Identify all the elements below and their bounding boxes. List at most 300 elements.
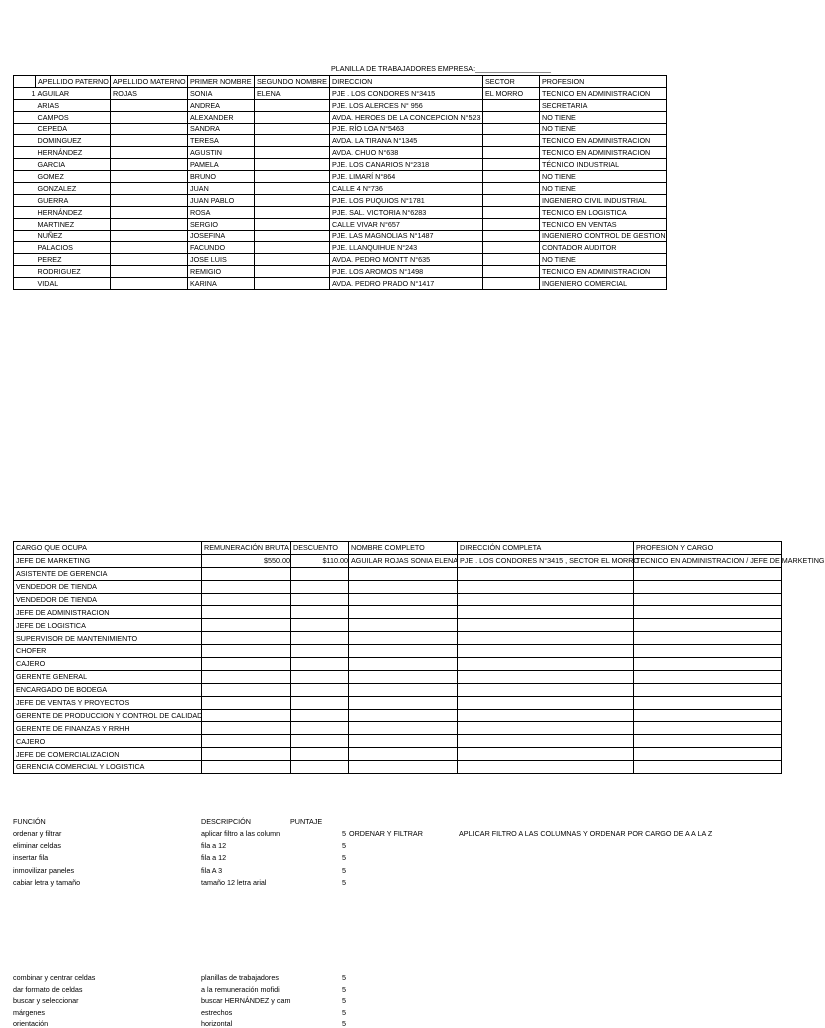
direccion-cell: AVDA. PEDRO MONTT N°635 bbox=[330, 254, 483, 266]
direccion-completa-cell bbox=[458, 645, 634, 658]
descripcion-text: fila A 3 bbox=[201, 865, 223, 875]
row-number bbox=[14, 230, 36, 242]
table-row bbox=[14, 147, 667, 159]
remuneracion-cell bbox=[202, 619, 291, 632]
instruccion-titulo: ORDENAR Y FILTRAR bbox=[349, 829, 423, 838]
sector-cell bbox=[483, 171, 540, 183]
table-row bbox=[14, 206, 667, 218]
puntaje-text: 5 bbox=[342, 829, 346, 838]
direccion-cell: PJE. LOS ALERCES N° 956 bbox=[330, 99, 483, 111]
apellido-paterno-cell: RODRIGUEZ bbox=[36, 266, 111, 278]
cargo-cell: JEFE DE MARKETING bbox=[14, 554, 202, 567]
remuneracion-cell bbox=[202, 683, 291, 696]
profesion-cell: INGENIERO CIVIL INDUSTRIAL bbox=[540, 194, 667, 206]
direccion-completa-cell bbox=[458, 670, 634, 683]
row-number bbox=[14, 242, 36, 254]
descuento-cell bbox=[291, 748, 349, 761]
row-number bbox=[14, 206, 36, 218]
profesion-cargo-cell bbox=[634, 606, 782, 619]
remuneracion-cell bbox=[202, 709, 291, 722]
cargo-cell: JEFE DE LOGISTICA bbox=[14, 619, 202, 632]
segundo-nombre-cell bbox=[255, 123, 330, 135]
descuento-cell bbox=[291, 593, 349, 606]
nombre-completo-cell bbox=[349, 606, 458, 619]
row-number bbox=[14, 254, 36, 266]
row-number bbox=[14, 218, 36, 230]
primer-nombre-cell: SONIA bbox=[188, 87, 255, 99]
funcion-text: eliminar celdas bbox=[13, 841, 61, 851]
table-row bbox=[14, 619, 782, 632]
apellido-materno-cell bbox=[111, 123, 188, 135]
col-header: SEGUNDO NOMBRE bbox=[255, 76, 330, 88]
row-number bbox=[14, 99, 36, 111]
table-row bbox=[14, 183, 667, 195]
table-row bbox=[14, 242, 667, 254]
apellido-paterno-cell: MARTINEZ bbox=[36, 218, 111, 230]
primer-nombre-cell: JOSE LUIS bbox=[188, 254, 255, 266]
direccion-cell: PJE . LOS CONDORES N°3415 bbox=[330, 87, 483, 99]
puntaje-text: 5 bbox=[342, 1019, 346, 1028]
direccion-cell: AVDA. CHUO N°638 bbox=[330, 147, 483, 159]
direccion-completa-cell bbox=[458, 696, 634, 709]
nombre-completo-cell bbox=[349, 722, 458, 735]
primer-nombre-cell: JUAN bbox=[188, 183, 255, 195]
table-row bbox=[14, 254, 667, 266]
apellido-materno-cell bbox=[111, 230, 188, 242]
segundo-nombre-cell bbox=[255, 111, 330, 123]
funcion-text: dar formato de celdas bbox=[13, 984, 83, 994]
descripcion-text: estrechos bbox=[201, 1007, 233, 1017]
descripcion-text: a la remuneración mofidi bbox=[201, 984, 280, 994]
funcion-text: márgenes bbox=[13, 1007, 45, 1017]
profesion-cell: INGENIERO COMERCIAL bbox=[540, 278, 667, 290]
col-header: PROFESION bbox=[540, 76, 667, 88]
apellido-materno-cell bbox=[111, 159, 188, 171]
profesion-cell: NO TIENE bbox=[540, 123, 667, 135]
puntaje-text: 5 bbox=[342, 865, 346, 875]
planilla-header-row bbox=[14, 76, 667, 88]
cargo-cell: VENDEDOR DE TIENDA bbox=[14, 593, 202, 606]
cargo-cell: VENDEDOR DE TIENDA bbox=[14, 580, 202, 593]
cargo-cell: GERENTE DE FINANZAS Y RRHH bbox=[14, 722, 202, 735]
profesion-cell: TECNICO EN ADMINISTRACION bbox=[540, 266, 667, 278]
primer-nombre-cell: FACUNDO bbox=[188, 242, 255, 254]
apellido-paterno-cell: HERNÁNDEZ bbox=[36, 206, 111, 218]
table-row bbox=[14, 87, 667, 99]
col-header: DIRECCIÓN COMPLETA bbox=[458, 542, 634, 555]
profesion-cargo-cell bbox=[634, 735, 782, 748]
sector-cell bbox=[483, 123, 540, 135]
col-header: DIRECCION bbox=[330, 76, 483, 88]
direccion-cell: PJE. LLANQUIHUE N°243 bbox=[330, 242, 483, 254]
remuneracion-cell bbox=[202, 593, 291, 606]
direccion-cell: PJE. RÍO LOA N°5463 bbox=[330, 123, 483, 135]
table-row bbox=[14, 670, 782, 683]
sector-cell bbox=[483, 147, 540, 159]
direccion-cell: PJE. LOS AROMOS N°1498 bbox=[330, 266, 483, 278]
cargo-cell: ASISTENTE DE GERENCIA bbox=[14, 567, 202, 580]
descuento-cell bbox=[291, 709, 349, 722]
profesion-cell: TECNICO EN ADMINISTRACION bbox=[540, 135, 667, 147]
primer-nombre-cell: ANDREA bbox=[188, 99, 255, 111]
table-row bbox=[14, 123, 667, 135]
apellido-materno-cell bbox=[111, 111, 188, 123]
col-header: PRIMER NOMBRE bbox=[188, 76, 255, 88]
segundo-nombre-cell bbox=[255, 242, 330, 254]
nombre-completo-cell bbox=[349, 567, 458, 580]
direccion-cell: AVDA. PEDRO PRADO N°1417 bbox=[330, 278, 483, 290]
descuento-cell bbox=[291, 735, 349, 748]
apellido-paterno-cell: AGUILAR bbox=[36, 87, 111, 99]
table-row bbox=[14, 278, 667, 290]
nombre-completo-cell bbox=[349, 645, 458, 658]
table-row bbox=[14, 111, 667, 123]
apellido-paterno-cell: GOMEZ bbox=[36, 171, 111, 183]
apellido-materno-cell: ROJAS bbox=[111, 87, 188, 99]
col-header: REMUNERACIÓN BRUTA bbox=[202, 542, 291, 555]
segundo-nombre-cell bbox=[255, 147, 330, 159]
segundo-nombre-cell bbox=[255, 135, 330, 147]
sector-cell: EL MORRO bbox=[483, 87, 540, 99]
profesion-cargo-cell bbox=[634, 709, 782, 722]
sector-cell bbox=[483, 230, 540, 242]
row-number bbox=[14, 147, 36, 159]
nombre-completo-cell bbox=[349, 619, 458, 632]
primer-nombre-cell: JOSEFINA bbox=[188, 230, 255, 242]
row-number bbox=[14, 135, 36, 147]
funcion-text: inmovilizar paneles bbox=[13, 865, 75, 875]
nombre-completo-cell: AGUILAR ROJAS SONIA ELENA bbox=[349, 554, 458, 567]
apellido-paterno-cell: NUÑEZ bbox=[36, 230, 111, 242]
table-row bbox=[14, 554, 782, 567]
direccion-completa-cell bbox=[458, 748, 634, 761]
profesion-cell: TECNICO EN ADMINISTRACION bbox=[540, 87, 667, 99]
direccion-completa-cell bbox=[458, 709, 634, 722]
profesion-cargo-cell bbox=[634, 670, 782, 683]
segundo-nombre-cell bbox=[255, 99, 330, 111]
profesion-cell: NO TIENE bbox=[540, 111, 667, 123]
apellido-paterno-cell: PEREZ bbox=[36, 254, 111, 266]
sector-cell bbox=[483, 135, 540, 147]
row-number-header bbox=[14, 76, 36, 88]
cargo-cell: CHOFER bbox=[14, 645, 202, 658]
table-row bbox=[14, 218, 667, 230]
puntaje-text: 5 bbox=[342, 853, 346, 863]
table-row bbox=[14, 709, 782, 722]
segundo-nombre-cell bbox=[255, 159, 330, 171]
descuento-cell bbox=[291, 580, 349, 593]
direccion-completa-cell bbox=[458, 632, 634, 645]
table-row bbox=[14, 171, 667, 183]
apellido-materno-cell bbox=[111, 206, 188, 218]
primer-nombre-cell: SERGIO bbox=[188, 218, 255, 230]
row-number bbox=[14, 278, 36, 290]
remuneracion-cell bbox=[202, 645, 291, 658]
profesion-cargo-cell bbox=[634, 580, 782, 593]
puntaje-header: PUNTAJE bbox=[290, 817, 323, 826]
puntaje-text: 5 bbox=[342, 877, 346, 887]
profesion-cargo-cell bbox=[634, 593, 782, 606]
profesion-cell: CONTADOR AUDITOR bbox=[540, 242, 667, 254]
direccion-completa-cell bbox=[458, 722, 634, 735]
nombre-completo-cell bbox=[349, 593, 458, 606]
col-header: CARGO QUE OCUPA bbox=[14, 542, 202, 555]
direccion-completa-cell bbox=[458, 593, 634, 606]
cargo-cell: CAJERO bbox=[14, 735, 202, 748]
primer-nombre-cell: ROSA bbox=[188, 206, 255, 218]
profesion-cargo-cell: TECNICO EN ADMINISTRACION / JEFE DE MARKETING bbox=[634, 554, 782, 567]
direccion-completa-cell bbox=[458, 658, 634, 671]
direccion-cell: PJE. LOS CANARIOS N°2318 bbox=[330, 159, 483, 171]
sector-cell bbox=[483, 218, 540, 230]
descuento-cell bbox=[291, 606, 349, 619]
apellido-materno-cell bbox=[111, 242, 188, 254]
planilla-title: PLANILLA DE TRABAJADORES EMPRESA:___________________ bbox=[331, 64, 552, 73]
apellido-paterno-cell: CAMPOS bbox=[36, 111, 111, 123]
remuneracion-cell bbox=[202, 735, 291, 748]
direccion-cell: PJE. LIMARÍ N°864 bbox=[330, 171, 483, 183]
direccion-completa-cell bbox=[458, 761, 634, 774]
descripcion-text: planillas de trabajadores bbox=[201, 973, 279, 982]
table-row bbox=[14, 194, 667, 206]
apellido-materno-cell bbox=[111, 254, 188, 266]
segundo-nombre-cell bbox=[255, 206, 330, 218]
profesion-cargo-cell bbox=[634, 645, 782, 658]
apellido-paterno-cell: HERNÁNDEZ bbox=[36, 147, 111, 159]
sector-cell bbox=[483, 206, 540, 218]
descripcion-header: DESCRIPCIÓN bbox=[201, 817, 251, 826]
profesion-cargo-cell bbox=[634, 658, 782, 671]
remuneracion-cell bbox=[202, 722, 291, 735]
apellido-paterno-cell: GONZALEZ bbox=[36, 183, 111, 195]
remuneracion-cell bbox=[202, 567, 291, 580]
remuneracion-cell bbox=[202, 632, 291, 645]
nombre-completo-cell bbox=[349, 696, 458, 709]
nombre-completo-cell bbox=[349, 580, 458, 593]
descuento-cell bbox=[291, 722, 349, 735]
cargo-cell: GERENTE GENERAL bbox=[14, 670, 202, 683]
profesion-cargo-cell bbox=[634, 619, 782, 632]
table-row bbox=[14, 735, 782, 748]
descripcion-text: horizontal bbox=[201, 1019, 233, 1028]
cargos-table bbox=[13, 541, 825, 774]
segundo-nombre-cell bbox=[255, 183, 330, 195]
nombre-completo-cell bbox=[349, 761, 458, 774]
table-row bbox=[14, 683, 782, 696]
direccion-cell: PJE. SAL. VICTORIA N°6283 bbox=[330, 206, 483, 218]
table-row bbox=[14, 748, 782, 761]
apellido-materno-cell bbox=[111, 194, 188, 206]
remuneracion-cell bbox=[202, 761, 291, 774]
profesion-cargo-cell bbox=[634, 683, 782, 696]
row-number bbox=[14, 111, 36, 123]
puntaje-text: 5 bbox=[342, 984, 346, 994]
table-row bbox=[14, 606, 782, 619]
remuneracion-cell: $550.00 bbox=[202, 554, 291, 567]
direccion-cell: CALLE VIVAR N°657 bbox=[330, 218, 483, 230]
funcion-text: orientación bbox=[13, 1019, 49, 1028]
profesion-cargo-cell bbox=[634, 722, 782, 735]
direccion-cell: AVDA. HEROES DE LA CONCEPCION N°523 bbox=[330, 111, 483, 123]
table-row bbox=[14, 230, 667, 242]
sector-cell bbox=[483, 194, 540, 206]
cargo-cell: JEFE DE COMERCIALIZACION bbox=[14, 748, 202, 761]
profesion-cargo-cell bbox=[634, 761, 782, 774]
segundo-nombre-cell bbox=[255, 194, 330, 206]
profesion-cargo-cell bbox=[634, 748, 782, 761]
profesion-cargo-cell bbox=[634, 632, 782, 645]
cargo-cell: SUPERVISOR DE MANTENIMIENTO bbox=[14, 632, 202, 645]
descripcion-text: buscar HERNÁNDEZ y cam bbox=[201, 996, 291, 1005]
primer-nombre-cell: AGUSTIN bbox=[188, 147, 255, 159]
table-row bbox=[14, 567, 782, 580]
profesion-cell: TECNICO EN LOGISTICA bbox=[540, 206, 667, 218]
col-header: NOMBRE COMPLETO bbox=[349, 542, 458, 555]
table-row bbox=[14, 99, 667, 111]
table-row bbox=[14, 632, 782, 645]
direccion-completa-cell bbox=[458, 683, 634, 696]
row-number bbox=[14, 159, 36, 171]
apellido-paterno-cell: GUERRA bbox=[36, 194, 111, 206]
funcion-header: FUNCIÓN bbox=[13, 817, 46, 826]
remuneracion-cell bbox=[202, 606, 291, 619]
nombre-completo-cell bbox=[349, 748, 458, 761]
funcion-text: buscar y seleccionar bbox=[13, 996, 79, 1005]
apellido-paterno-cell: DOMINGUEZ bbox=[36, 135, 111, 147]
row-number: 1 bbox=[14, 87, 36, 99]
cargo-cell: CAJERO bbox=[14, 658, 202, 671]
profesion-cell: NO TIENE bbox=[540, 183, 667, 195]
apellido-materno-cell bbox=[111, 278, 188, 290]
puntaje-text: 5 bbox=[342, 1007, 346, 1017]
profesion-cell: TECNICO EN VENTAS bbox=[540, 218, 667, 230]
puntaje-text: 5 bbox=[342, 841, 346, 851]
profesion-cell: TECNICO EN ADMINISTRACION bbox=[540, 147, 667, 159]
sector-cell bbox=[483, 159, 540, 171]
planilla-table bbox=[13, 75, 667, 290]
col-header: APELLIDO MATERNO bbox=[111, 76, 188, 88]
primer-nombre-cell: ALEXANDER bbox=[188, 111, 255, 123]
primer-nombre-cell: JUAN PABLO bbox=[188, 194, 255, 206]
table-row bbox=[14, 645, 782, 658]
primer-nombre-cell: BRUNO bbox=[188, 171, 255, 183]
funcion-text: ordenar y filtrar bbox=[13, 829, 62, 838]
nombre-completo-cell bbox=[349, 709, 458, 722]
table-row bbox=[14, 722, 782, 735]
direccion-completa-cell bbox=[458, 580, 634, 593]
funcion-text: insertar fila bbox=[13, 853, 49, 863]
remuneracion-cell bbox=[202, 580, 291, 593]
primer-nombre-cell: SANDRA bbox=[188, 123, 255, 135]
segundo-nombre-cell bbox=[255, 266, 330, 278]
table-row bbox=[14, 658, 782, 671]
cargos-header-row bbox=[14, 542, 782, 555]
segundo-nombre-cell bbox=[255, 218, 330, 230]
nombre-completo-cell bbox=[349, 632, 458, 645]
direccion-cell: CALLE 4 N°736 bbox=[330, 183, 483, 195]
direccion-completa-cell bbox=[458, 619, 634, 632]
segundo-nombre-cell: ELENA bbox=[255, 87, 330, 99]
segundo-nombre-cell bbox=[255, 278, 330, 290]
row-number bbox=[14, 123, 36, 135]
table-row bbox=[14, 593, 782, 606]
cargo-cell: GERENCIA COMERCIAL Y LOGISTICA bbox=[14, 761, 202, 774]
row-number bbox=[14, 171, 36, 183]
apellido-paterno-cell: CEPEDA bbox=[36, 123, 111, 135]
descuento-cell: $110.00 bbox=[291, 554, 349, 567]
primer-nombre-cell: TERESA bbox=[188, 135, 255, 147]
apellido-materno-cell bbox=[111, 266, 188, 278]
descripcion-text: tamaño 12 letra arial bbox=[201, 877, 267, 887]
sector-cell bbox=[483, 242, 540, 254]
row-number bbox=[14, 183, 36, 195]
descuento-cell bbox=[291, 567, 349, 580]
apellido-paterno-cell: PALACIOS bbox=[36, 242, 111, 254]
puntaje-text: 5 bbox=[342, 973, 346, 982]
table-row bbox=[14, 159, 667, 171]
table-row bbox=[14, 696, 782, 709]
nombre-completo-cell bbox=[349, 683, 458, 696]
descuento-cell bbox=[291, 670, 349, 683]
cargo-cell: JEFE DE VENTAS Y PROYECTOS bbox=[14, 696, 202, 709]
apellido-materno-cell bbox=[111, 135, 188, 147]
descuento-cell bbox=[291, 632, 349, 645]
profesion-cell: NO TIENE bbox=[540, 171, 667, 183]
profesion-cargo-cell bbox=[634, 567, 782, 580]
direccion-completa-cell: PJE . LOS CONDORES N°3415 , SECTOR EL MORRO bbox=[458, 554, 634, 567]
puntaje-text: 5 bbox=[342, 996, 346, 1005]
table-row bbox=[14, 266, 667, 278]
profesion-cell: TÉCNICO INDUSTRIAL bbox=[540, 159, 667, 171]
apellido-paterno-cell: VIDAL bbox=[36, 278, 111, 290]
instruccion-detalle: APLICAR FILTRO A LAS COLUMNAS Y ORDENAR POR CARGO DE A A LA Z bbox=[459, 829, 713, 838]
profesion-cargo-cell bbox=[634, 696, 782, 709]
sector-cell bbox=[483, 278, 540, 290]
primer-nombre-cell: KARINA bbox=[188, 278, 255, 290]
nombre-completo-cell bbox=[349, 670, 458, 683]
nombre-completo-cell bbox=[349, 658, 458, 671]
primer-nombre-cell: PAMELA bbox=[188, 159, 255, 171]
apellido-materno-cell bbox=[111, 218, 188, 230]
descuento-cell bbox=[291, 761, 349, 774]
descuento-cell bbox=[291, 696, 349, 709]
direccion-completa-cell bbox=[458, 735, 634, 748]
sector-cell bbox=[483, 254, 540, 266]
segundo-nombre-cell bbox=[255, 171, 330, 183]
table-row bbox=[14, 135, 667, 147]
col-header: DESCUENTO bbox=[291, 542, 349, 555]
apellido-materno-cell bbox=[111, 99, 188, 111]
table-row bbox=[14, 761, 782, 774]
table-row bbox=[14, 580, 782, 593]
descuento-cell bbox=[291, 619, 349, 632]
remuneracion-cell bbox=[202, 670, 291, 683]
remuneracion-cell bbox=[202, 748, 291, 761]
profesion-cell: NO TIENE bbox=[540, 254, 667, 266]
direccion-completa-cell bbox=[458, 606, 634, 619]
segundo-nombre-cell bbox=[255, 254, 330, 266]
descripcion-text: fila a 12 bbox=[201, 841, 227, 851]
apellido-paterno-cell: ARIAS bbox=[36, 99, 111, 111]
segundo-nombre-cell bbox=[255, 230, 330, 242]
primer-nombre-cell: REMIGIO bbox=[188, 266, 255, 278]
row-number bbox=[14, 194, 36, 206]
row-number bbox=[14, 266, 36, 278]
apellido-materno-cell bbox=[111, 171, 188, 183]
apellido-paterno-cell: GARCIA bbox=[36, 159, 111, 171]
col-header: SECTOR bbox=[483, 76, 540, 88]
cargo-cell: GERENTE DE PRODUCCION Y CONTROL DE CALIDAD bbox=[14, 709, 202, 722]
